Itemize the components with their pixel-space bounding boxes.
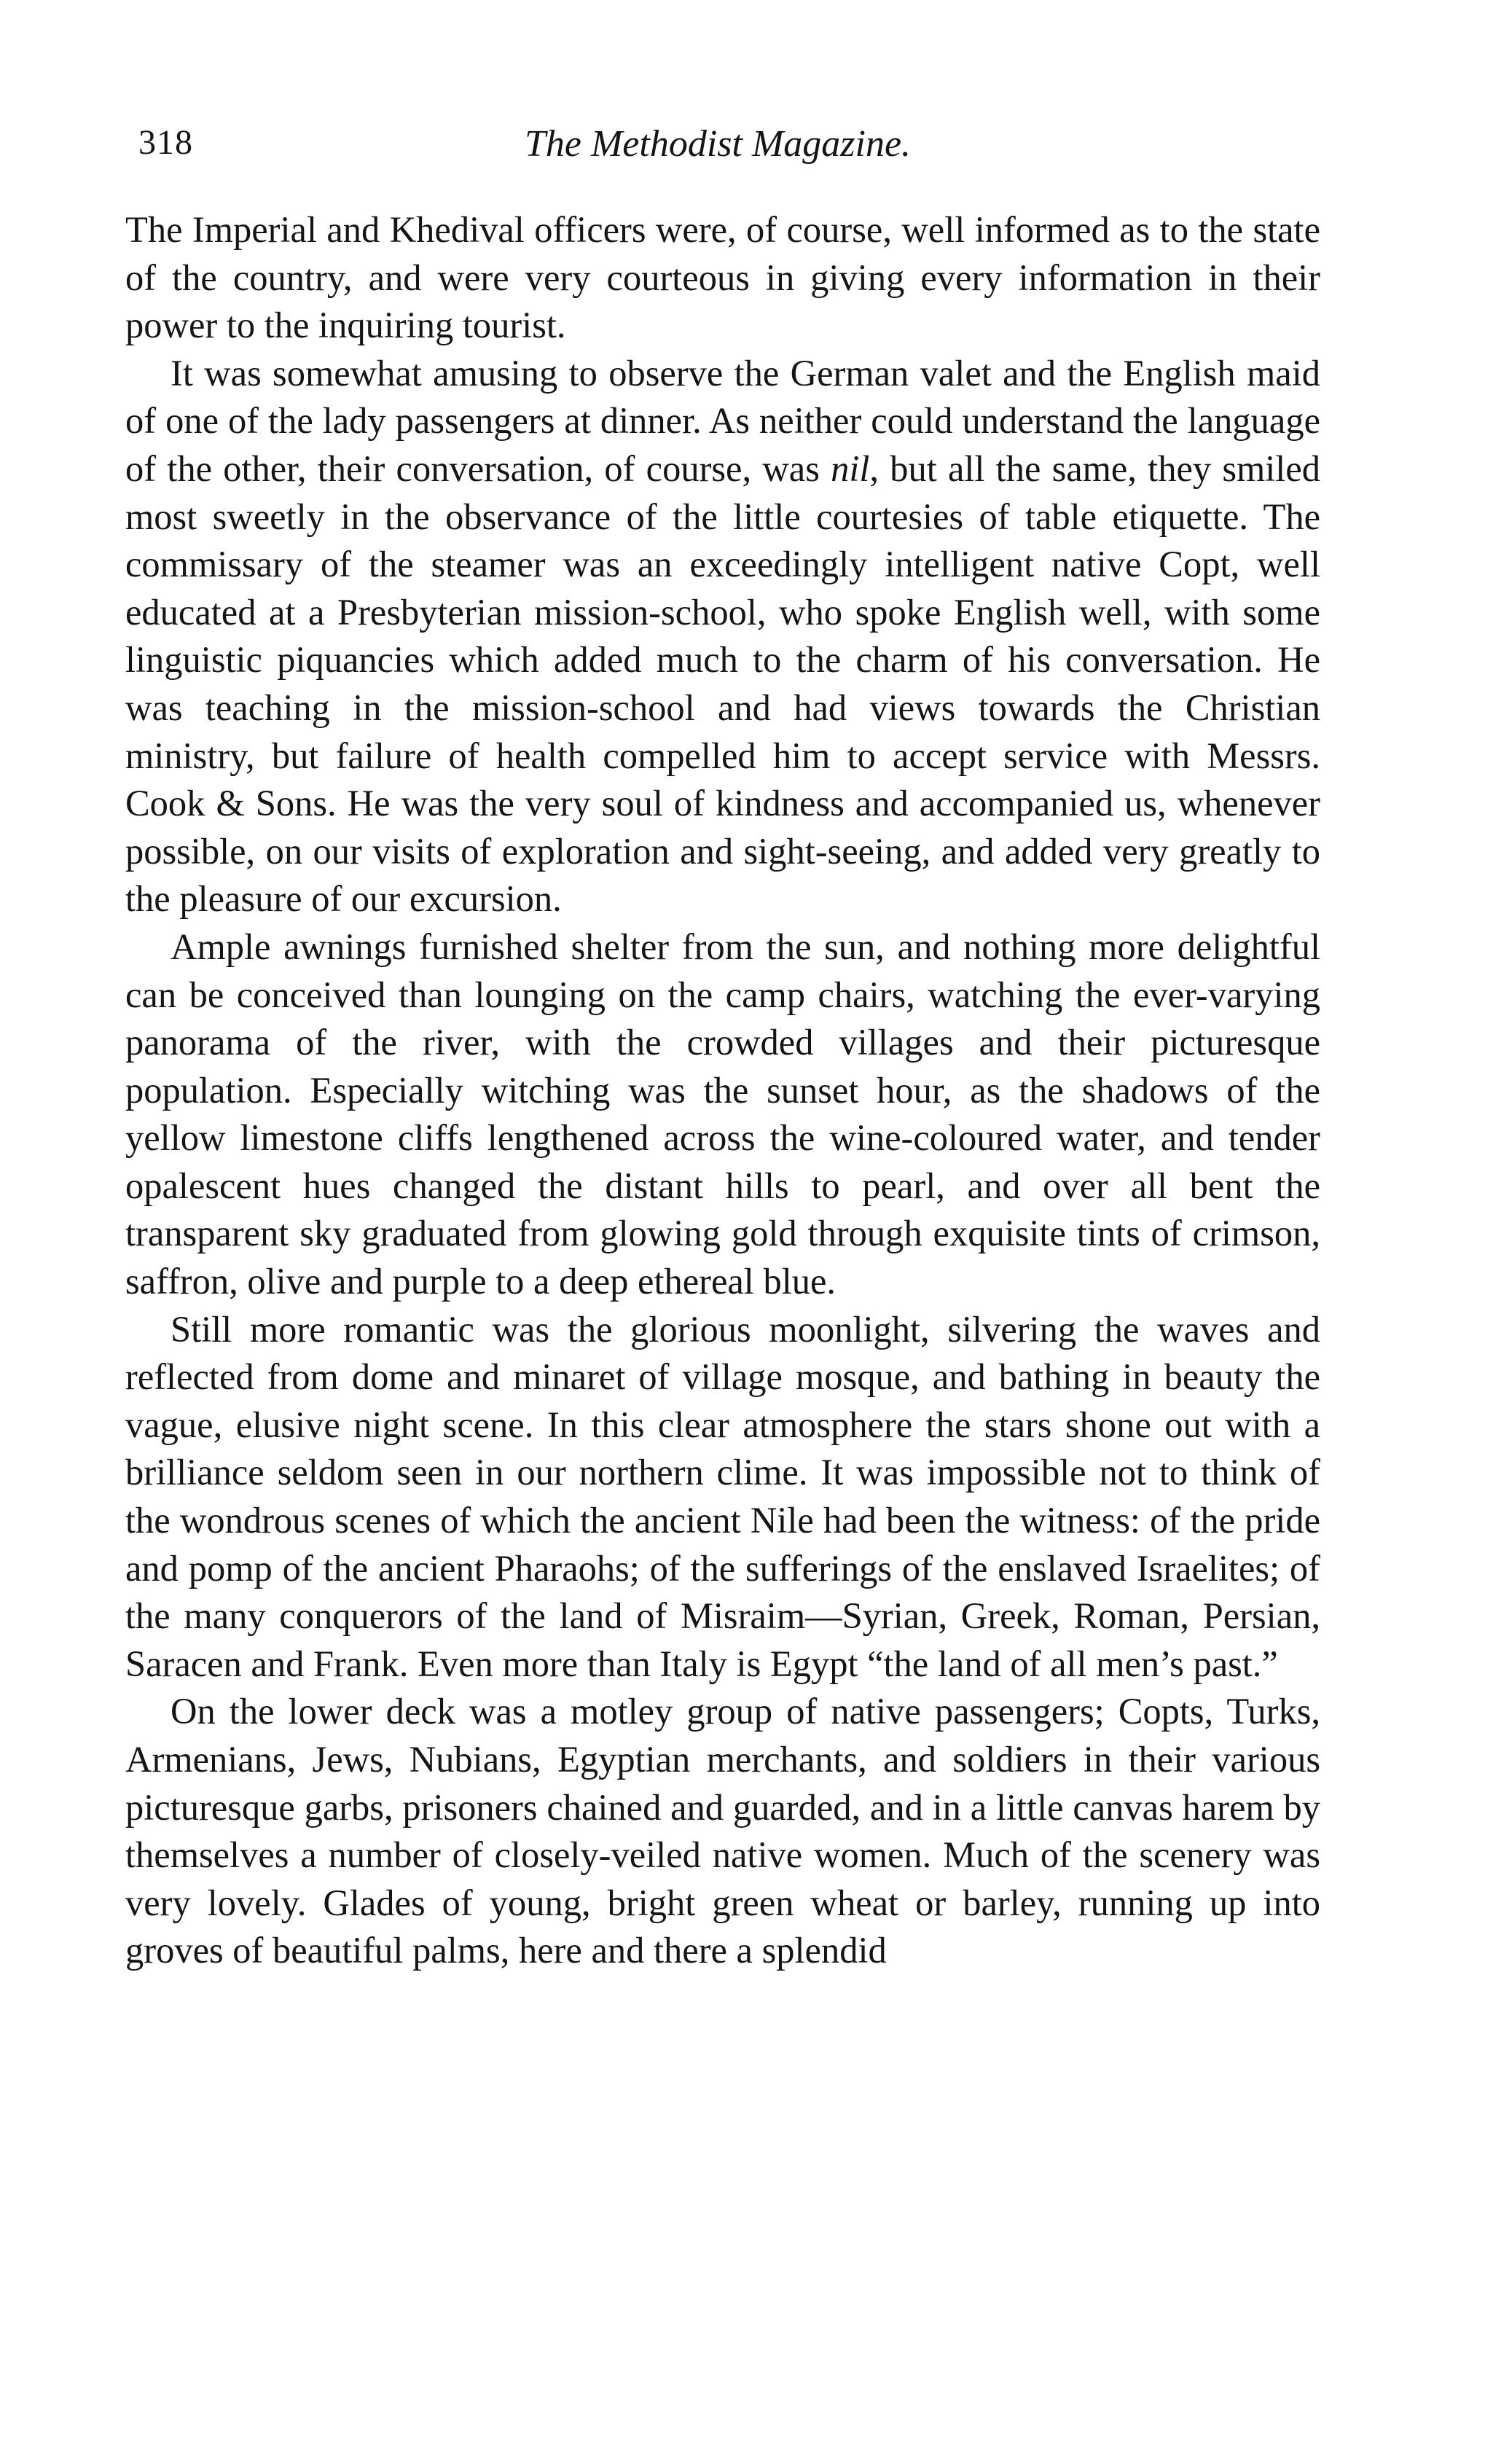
- italic-word: nil: [831, 447, 870, 489]
- paragraph-3: Ample awnings furnished shelter from the sun, and nothing more delightful can be conceived than lounging on the camp chairs, watching the ever-varying panorama of the river, with the crowded villages and their picturesque population. Especially witching was the sunset hour, as the shadows of the yellow limestone cliffs lengthened across the wine-coloured water, and tender opalescent hues changed the distant hills to pearl, and over all bent the transparent sky graduated from glowing gold through exquisite tints of crimson, saffron, olive and purple to a deep ethereal blue.: [125, 926, 1320, 1302]
- paragraph-4: Still more romantic was the glorious moonlight, silvering the waves and reflected from dome and minaret of village mosque, and bathing in beauty the vague, elusive night scene. In this clear atmosphere the stars shone out with a brilliance seldom seen in our northern clime. It was impossible not to think of the wondrous scenes of which the ancient Nile had been the witness: of the pride and pomp of the ancient Pharaohs; of the sufferings of the enslaved Israelites; of the many conquerors of the land of Misraim—Syrian, Greek, Roman, Persian, Saracen and Frank. Even more than Italy is Egypt “the land of all men’s past.”: [125, 1308, 1320, 1684]
- body-text: [125, 206, 1320, 1975]
- paragraph-2: It was somewhat amusing to observe the German valet and the English maid of one of the lady passengers at dinner. As neither could understand the language of the other, their conversation, of course, was nil, but all the same, they smiled most sweetly in the observance of the little courtesies of table etiquette. The commissary of the steamer was an exceedingly intelligent native Copt, well educated at a Presbyterian mission-school, who spoke English well, with some linguistic piquancies which added much to the charm of his conversation. He was teaching in the mission-school and had views towards the Christian ministry, but failure of health compelled him to accept service with Messrs. Cook & Sons. He was the very soul of kindness and accompanied us, whenever possible, on our visits of exploration and sight-seeing, and added very greatly to the pleasure of our excursion.: [125, 352, 1320, 920]
- paragraph-1: The Imperial and Khedival officers were, of course, well informed as to the state of the country, and were very courteous in giving every information in their power to the inquiring tourist.: [125, 209, 1320, 346]
- paragraph-5: On the lower deck was a motley group of native passengers; Copts, Turks, Armenians, Jews, Nubians, Egyptian merchants, and soldiers in their various picturesque garbs, prisoners chained and guarded, and in a little canvas harem by themselves a number of closely-veiled native women. Much of the scenery was very lovely. Glades of young, bright green wheat or barley, running up into groves of beautiful palms, here and there a splendid: [125, 1691, 1320, 1971]
- page-number: 318: [138, 123, 193, 162]
- running-head: [124, 122, 1312, 181]
- running-title: The Methodist Magazine.: [524, 123, 912, 165]
